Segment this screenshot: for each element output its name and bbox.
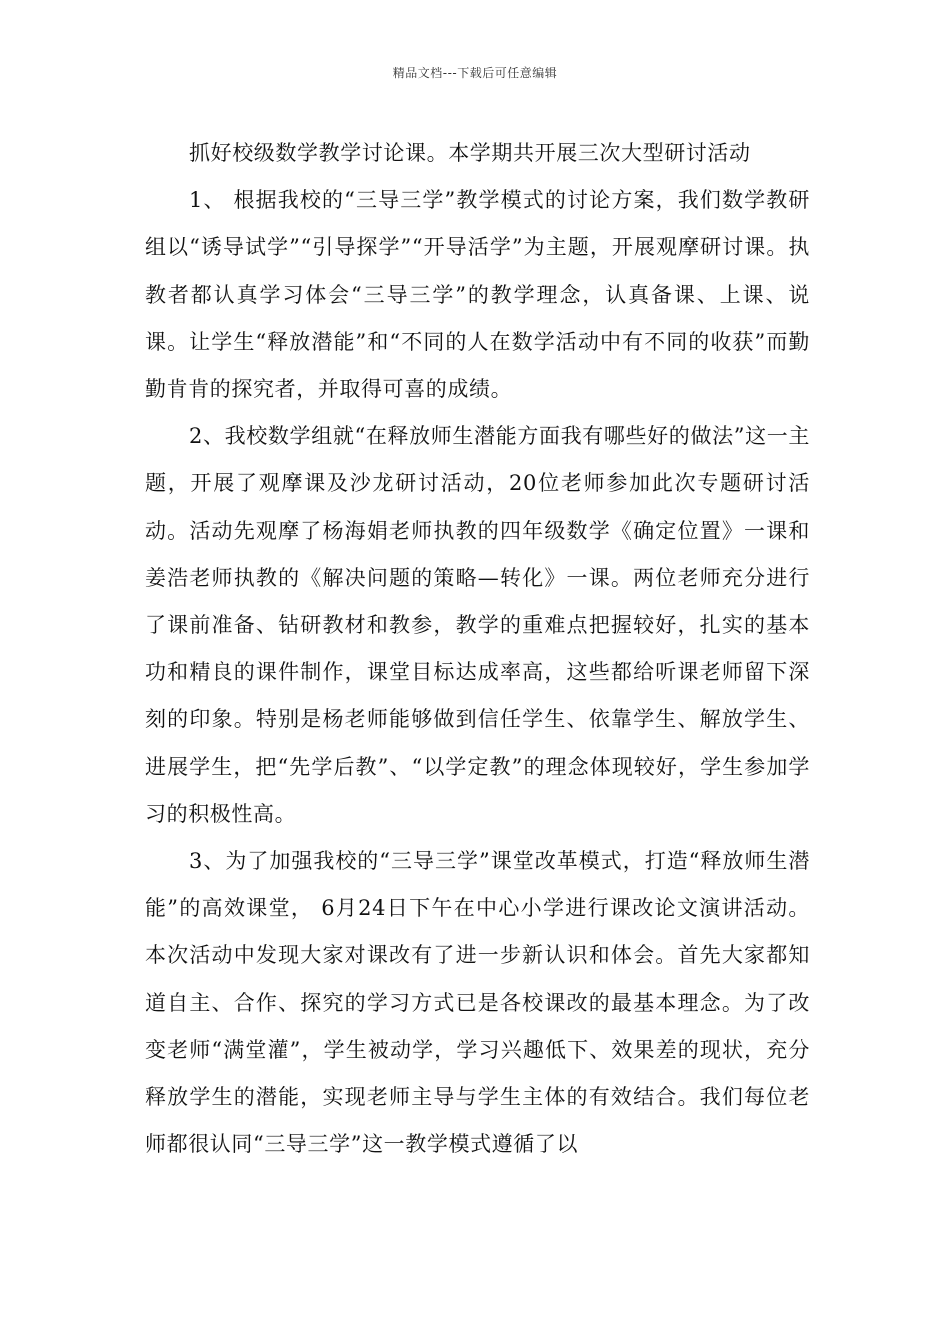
paragraph-item-2: 2、我校数学组就“在释放师生潜能方面我有哪些好的做法”这一主题，开展了观摩课及沙龙研讨活动，20位老师参加此次专题研讨活动。活动先观摩了杨海娟老师执教的四年级数学《确定位置》一课和姜浩老师执教的《解决问题的策略—转化》一课。两位老师充分进行了课前准备、钻研教材和教参，教学的重难点把握较好，扎实的基本功和精良的课件制作，课堂目标达成率高，这些都给听课老师留下深刻的印象。特别是杨老师能够做到信任学生、依靠学生、解放学生、进展学生，把“先学后教”、“以学定教”的理念体现较好，学生参加学习的积极性高。 <box>145 424 810 826</box>
paragraph-intro: 抓好校级数学教学讨论课。本学期共开展三次大型研讨活动 <box>189 141 751 165</box>
document-body <box>145 130 810 1168</box>
paragraph-item-1: 1、 根据我校的“三导三学”教学模式的讨论方案，我们数学教研组以“诱导试学”“引导探学”“开导活学”为主题，开展观摩研讨课。执教者都认真学习体会“三导三学”的教学理念，认真备课、上课、说课。让学生“释放潜能”和“不同的人在数学活动中有不同的收获”而勤勤肯肯的探究者，并取得可喜的成绩。 <box>145 188 810 402</box>
paragraph-item-3: 3、为了加强我校的“三导三学”课堂改革模式，打造“释放师生潜能”的高效课堂， 6月24日下午在中心小学进行课改论文演讲活动。本次活动中发现大家对课改有了进一步新认识和体会。首先大家都知道自主、合作、探究的学习方式已是各校课改的最基本理念。为了改变老师“满堂灌”，学生被动学，学习兴趣低下、效果差的现状，充分释放学生的潜能，实现老师主导与学生主体的有效结合。我们每位老师都很认同“三导三学”这一教学模式遵循了以 <box>145 849 810 1157</box>
page-header: 精品文档---下载后可任意编辑 <box>392 66 558 80</box>
